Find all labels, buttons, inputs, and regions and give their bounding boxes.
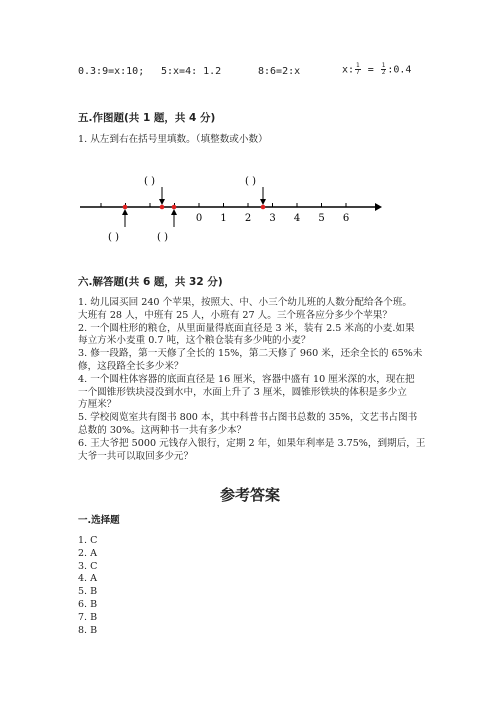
fraction-1-2 [381, 63, 387, 76]
answer-item: 7. B [78, 611, 98, 623]
red-point-2 [160, 205, 165, 210]
question-line: 1. 幼儿园买回 240 个苹果，按照大、中、小三个幼儿班的人数分配给各个班。 [78, 297, 413, 308]
up-arrow-2-head [171, 209, 177, 215]
question-line: 大班有 28 人，中班有 25 人，小班有 27 人。三个班各应分多少个苹果？ [78, 309, 392, 321]
question-line: 一个圆锥形铁块浸没到水中，水面上升了 3 厘米，圆锥形铁块的体积是多少立 [78, 386, 407, 398]
tick-label: 5 [318, 213, 325, 224]
answer-item: 5. B [78, 586, 98, 598]
question-line: 修，这段路全长多少米？ [78, 360, 184, 372]
tick-label: 2 [244, 213, 252, 224]
section-5-title: 五.作图题(共 1 题，共 4 分) [78, 112, 216, 124]
tick-label: 4 [293, 213, 301, 224]
answer-item: 3. C [78, 560, 98, 572]
answer-item: 4. A [78, 573, 97, 585]
question-line: 总数的 30%。这两种书一共有多少本？ [78, 424, 247, 436]
answer-section-1-title: 一.选择题 [78, 515, 120, 526]
blank-lower-2: ( ) [157, 232, 168, 243]
equation-1: 0.3:9=x:10; [78, 66, 145, 77]
equation-4-equals: = [361, 64, 380, 76]
fraction-numerator: 1 [356, 62, 360, 69]
tick-label: 3 [269, 213, 276, 224]
number-line-diagram [78, 170, 383, 250]
blank-lower-1: ( ) [108, 232, 119, 243]
question-line: 每立方米小麦重 0.7 吨，这个粮仓装有多少吨的小麦？ [78, 335, 311, 347]
answer-item: 2. A [78, 547, 97, 559]
red-point-4 [261, 205, 266, 210]
equation-4 [342, 63, 411, 76]
answer-item: 1. C [78, 535, 98, 546]
section-5-question-1: 1. 从左到右在括号里填数。（填整数或小数） [78, 134, 268, 145]
tick-label: 6 [342, 213, 350, 224]
section-6-title: 六.解答题(共 6 题，共 32 分) [78, 276, 223, 288]
fraction-1-7 [355, 63, 361, 76]
answer-item: 8. B [78, 624, 98, 636]
question-line: 3. 修一段路，第一天修了全长的 15%，第二天修了 960 米，还余全长的 65%未 [78, 348, 423, 360]
up-arrow-1-head [122, 209, 128, 215]
answer-key-title: 参考答案 [219, 486, 280, 504]
fraction-numerator: 1 [381, 62, 386, 69]
section-6-questions [78, 297, 425, 463]
fraction-denominator: 7 [356, 69, 360, 76]
answer-list [78, 535, 97, 637]
equation-4-suffix: :0.4 [387, 64, 412, 76]
question-line: 4. 一个圆柱体容器的底面直径是 16 厘米，容器中盛有 10 厘米深的水，现在把 [78, 373, 415, 385]
question-line: 6. 王大爷把 5000 元钱存入银行，定期 2 年，如果年利率是 3.75%，到期后，王 [78, 437, 426, 449]
fraction-denominator: 2 [381, 69, 386, 76]
tick-label: 1 [220, 213, 227, 224]
equation-3: 8:6=2:x [258, 66, 301, 77]
equation-2: 5:x=4: 1.2 [161, 66, 222, 77]
blank-upper-2: ( ) [245, 176, 256, 187]
down-arrow-2-head [260, 199, 266, 205]
number-line-tick-labels [196, 213, 349, 224]
tick-label: 0 [195, 213, 203, 224]
down-arrow-1-head [159, 199, 165, 205]
question-line: 大爷一共可以取回多少元？ [78, 450, 194, 462]
red-point-3 [172, 205, 177, 210]
question-line: 方厘米？ [78, 399, 117, 411]
equation-4-prefix: x: [342, 64, 355, 76]
answer-item: 6. B [78, 598, 98, 610]
question-line: 5. 学校阅览室共有图书 800 本，其中科普书占图书总数的 35%，文艺书占图书 [78, 412, 418, 424]
blank-upper-1: ( ) [144, 176, 155, 187]
red-point-1 [123, 205, 128, 210]
number-line-arrowhead [375, 203, 382, 211]
question-line: 2. 一个圆柱形的粮仓，从里面量得底面直径是 3 米，装有 2.5 米高的小麦.如果 [78, 322, 415, 334]
